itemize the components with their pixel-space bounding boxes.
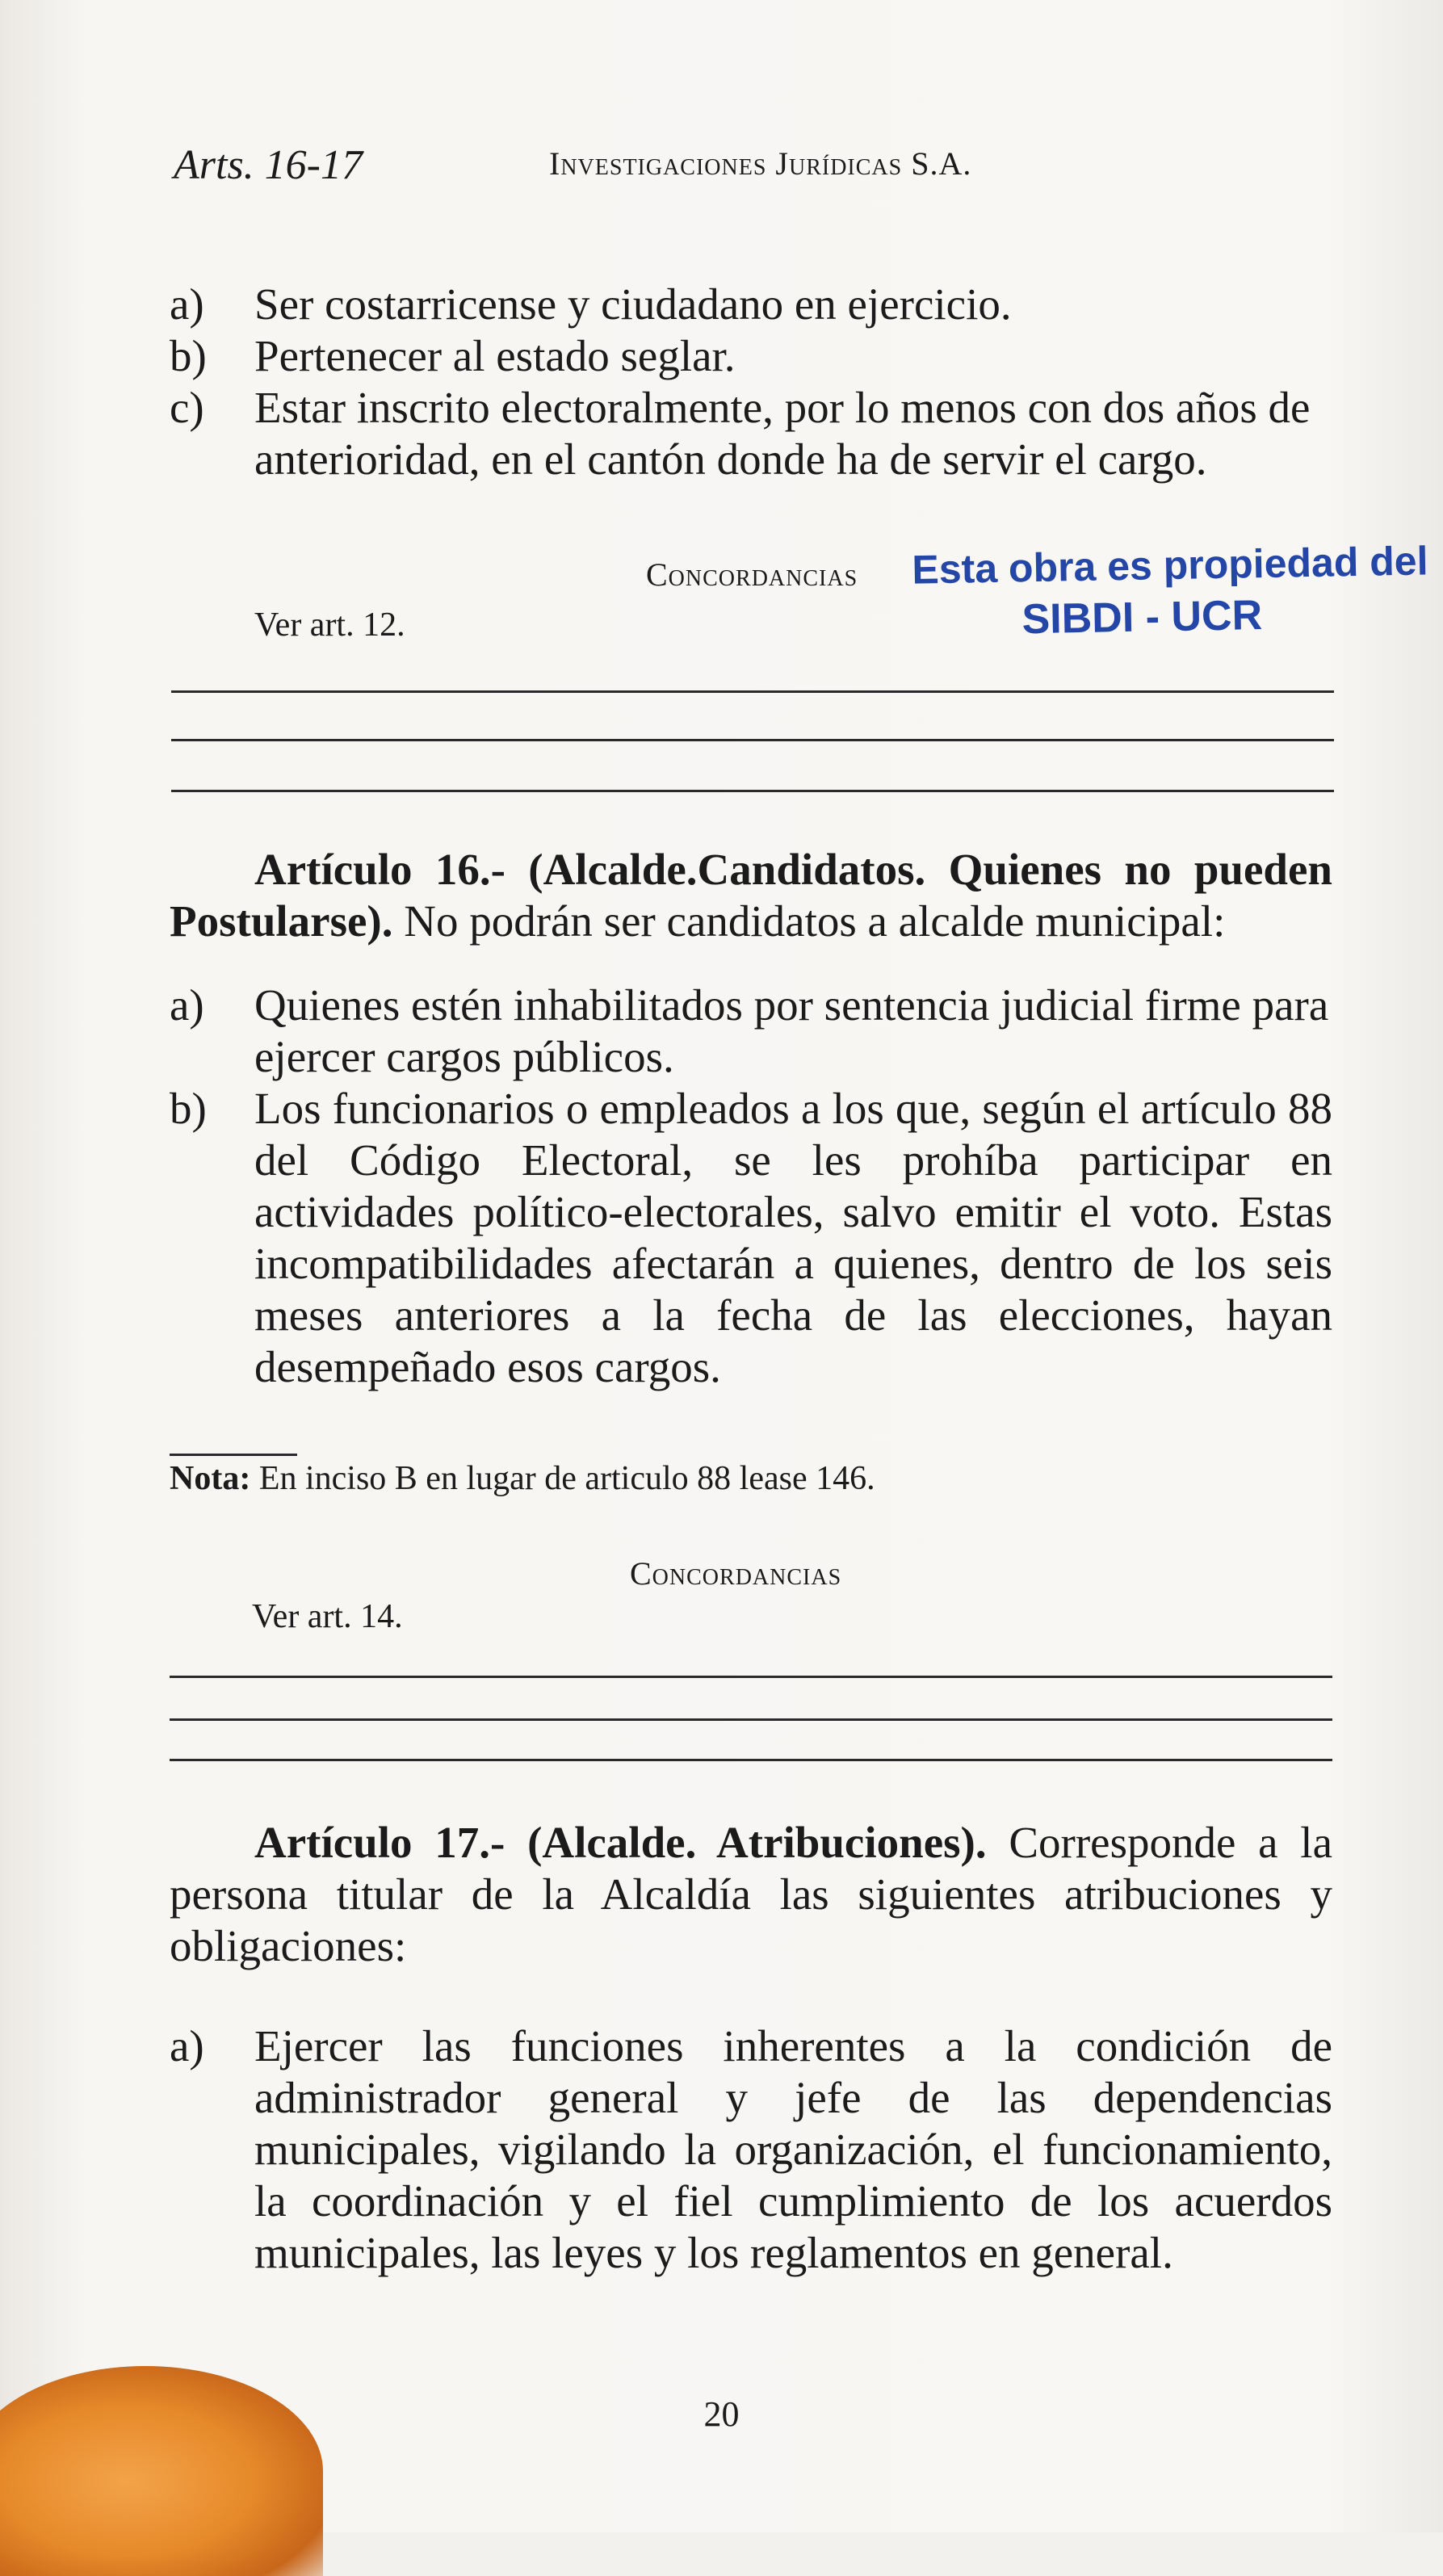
list-item: a) Ser costarricense y ciudadano en ejercicio.: [170, 279, 1012, 329]
divider-line: [170, 1676, 1332, 1678]
article-17-heading: Artículo 17.- (Alcalde. Atribuciones). Corresponde a la persona titular de la Alcaldía las siguientes atribuciones y obligaciones:: [170, 1818, 1332, 1970]
concordancias-heading: Concordancias: [646, 556, 858, 593]
list-item: a) Quienes estén inhabilitados por sentencia judicial firme para ejercer cargos públicos.: [170, 980, 1329, 1081]
concordancias-heading: Concordancias: [630, 1555, 842, 1592]
list-item: b) Los funcionarios o empleados a los que, según el artículo 88 del Código Electoral, se les prohíba participar en actividades político-electorales, salvo emitir el voto. Estas incompatibilidades afectarán a quienes, dentro de los seis meses anteriores a la fecha de las elecciones, hayan desempeñado esos cargos.: [170, 1084, 1332, 1391]
article-16-heading: Artículo 16.- (Alcalde.Candidatos. Quienes no pueden Postularse). No podrán ser candidatos a alcalde municipal:: [170, 845, 1332, 946]
article-17: [170, 1817, 1332, 2279]
article-range: Arts. 16-17: [174, 142, 363, 188]
divider-line: [170, 1759, 1332, 1761]
article-16: [170, 844, 1332, 1393]
divider-line: [171, 790, 1334, 792]
nota-rule: [170, 1454, 297, 1456]
running-header: [174, 141, 1346, 198]
list-item: c) Estar inscrito electoralmente, por lo menos con dos años de anterioridad, en el cantón donde ha de servir el cargo.: [170, 383, 1311, 484]
library-stamp: Esta obra es propiedad del SIBDI - UCR: [912, 538, 1428, 644]
list-item: b) Pertenecer al estado seglar.: [170, 331, 736, 380]
list-item: a) Ejercer las funciones inherentes a la condición de administrador general y jefe de las dependencias municipales, vigilando la organización, el funcionamiento, la coordinación y el fiel cumplimiento de los acuerdos municipales, las leyes y los reglamentos en general.: [170, 2021, 1332, 2277]
divider-line: [171, 690, 1334, 693]
divider-line: [171, 739, 1334, 741]
nota-line: Nota: En inciso B en lugar de articulo 88 lease 146.: [170, 1460, 875, 1497]
publisher-name: Investigaciones Jurídicas S.A.: [549, 145, 972, 182]
divider-line: [170, 1718, 1332, 1721]
concordancia-reference: Ver art. 12.: [254, 606, 405, 644]
page-number: 20: [703, 2394, 740, 2434]
concordancia-reference: Ver art. 14.: [252, 1598, 403, 1635]
requirements-list: [170, 279, 1332, 485]
